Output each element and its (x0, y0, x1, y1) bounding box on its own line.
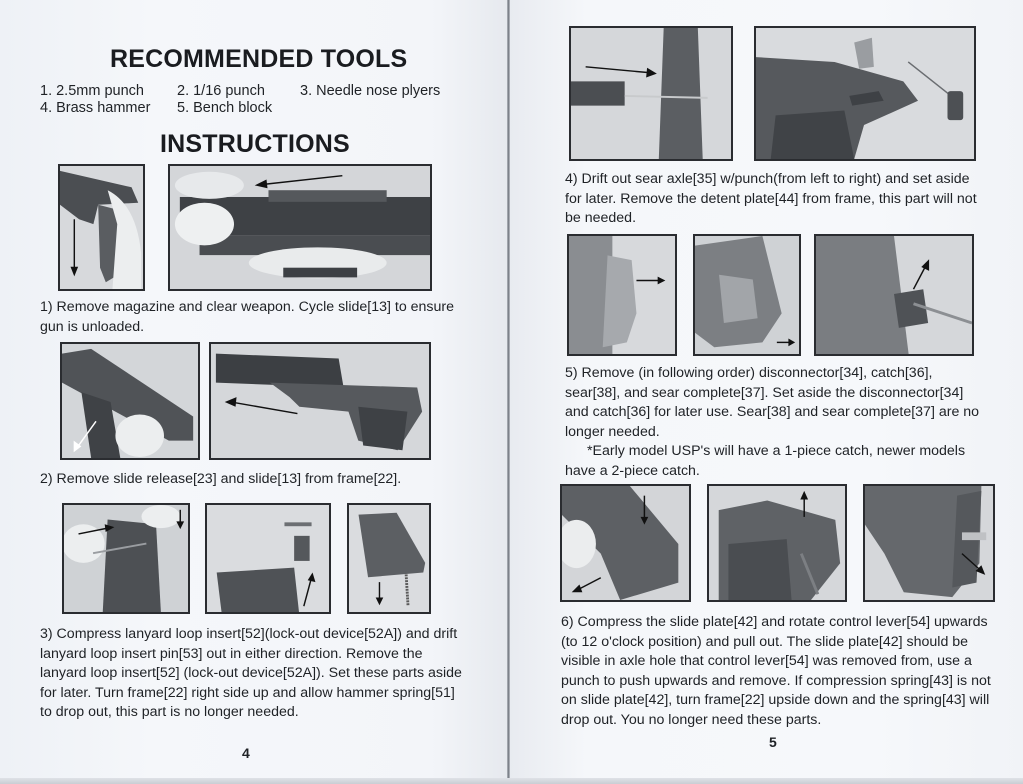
page-number-right: 5 (769, 734, 777, 750)
tool-item-2: 2. 1/16 punch (177, 83, 265, 99)
slide-plate-push-photo (707, 484, 847, 602)
lanyard-pin-drift-photo (62, 503, 190, 614)
sear-axle-drift-photo (569, 26, 733, 161)
recommended-tools-heading: RECOMMENDED TOOLS (110, 45, 408, 73)
step-2-text: 2) Remove slide release[23] and slide[13] from frame[22]. (40, 471, 402, 487)
left-page (0, 0, 508, 784)
right-page (509, 0, 1023, 784)
tool-item-1: 1. 2.5mm punch (40, 83, 144, 99)
booklet-bottom-edge (0, 778, 1023, 784)
step-3-text: 3) Compress lanyard loop insert[52](lock-out device[52A]) and drift lanyard loop insert pin[53] out in either direction. Remove the lanyard loop insert[52] (lock-out device[52A]). Set these parts aside for later. Turn frame[22] right side up and allow hammer spring[51] to drop out, this part is no longer needed. (40, 626, 462, 720)
slide-release-photo (60, 342, 200, 460)
slide-removal-photo (209, 342, 431, 460)
step-5-text: 5) Remove (in following order) disconnector[34], catch[36], sear[38], and sear complete[37]. Set aside the disconnector[34] and catch[36] for later use. Sear[38] and sear complete[37] are no longer needed. (565, 365, 980, 440)
tool-item-3: 3. Needle nose plyers (300, 83, 441, 99)
hammer-spring-drop-photo (347, 503, 431, 614)
page-number-left: 4 (242, 745, 250, 761)
instructions-heading: INSTRUCTIONS (160, 130, 350, 158)
step-5-note: *Early model USP's will have a 1-piece catch, newer models have a 2-piece catch. (565, 443, 966, 479)
step-1-text: 1) Remove magazine and clear weapon. Cycle slide[13] to ensure gun is unloaded. (40, 299, 455, 335)
control-lever-rotate-photo (560, 484, 691, 602)
compression-spring-photo (863, 484, 995, 602)
tool-item-4: 4. Brass hammer (40, 100, 151, 116)
detent-plate-photo (754, 26, 976, 161)
sear-removal-photo (814, 234, 974, 356)
disconnector-removal-photo (567, 234, 677, 356)
magazine-removal-photo (58, 164, 145, 291)
slide-cycle-photo (168, 164, 432, 291)
lanyard-insert-removed-photo (205, 503, 331, 614)
step-6-text: 6) Compress the slide plate[42] and rotate control lever[54] upwards (to 12 o'clock position) and pull out. The slide plate[42] should be visible in axle hole that control lever[54] was removed from, use a punch to push upwards and remove. If compression spring[43] is not on slide plate[42], turn frame[22] upside down and the spring[43] will drop out. You no longer need these parts. (561, 614, 991, 728)
tool-item-5: 5. Bench block (177, 100, 273, 116)
center-fold (507, 0, 510, 784)
catch-removal-photo (693, 234, 801, 356)
step-4-text: 4) Drift out sear axle[35] w/punch(from left to right) and set aside for later. Remove the detent plate[44] from frame, this part will not be needed. (565, 171, 977, 226)
